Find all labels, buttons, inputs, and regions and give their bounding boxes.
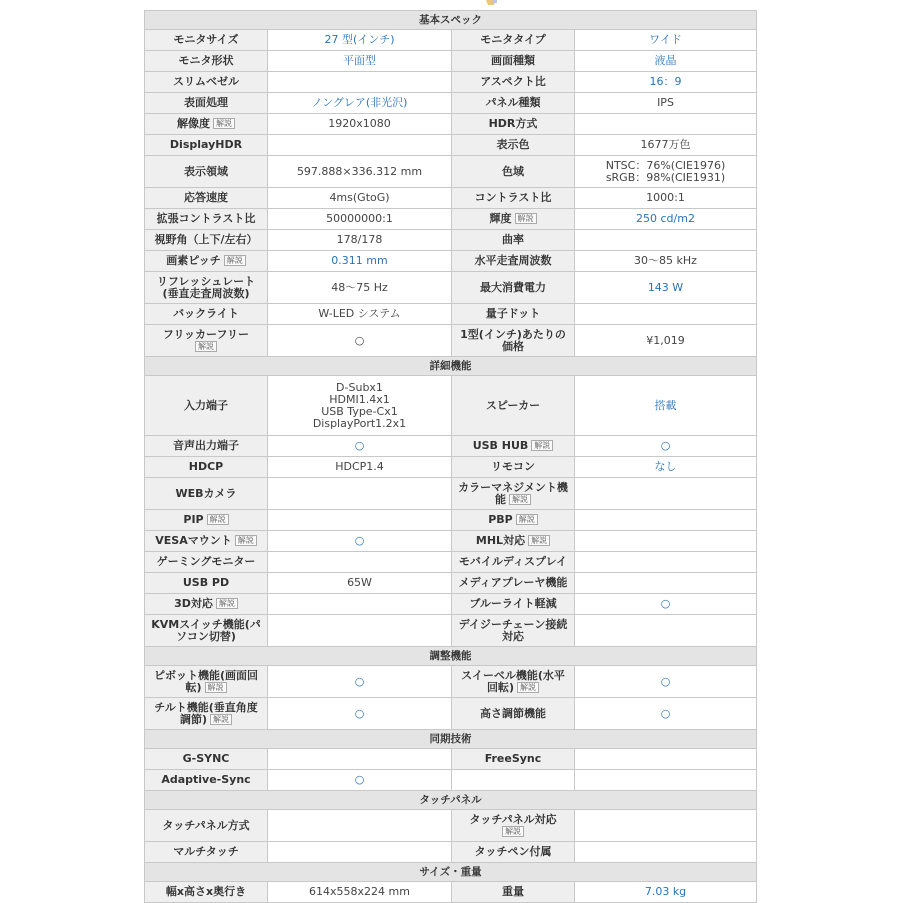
label-touch-method: タッチパネル方式 bbox=[145, 810, 268, 842]
help-button-pip[interactable]: 解説 bbox=[207, 514, 229, 525]
value-mhl bbox=[575, 531, 757, 552]
value-daisy-chain bbox=[575, 615, 757, 647]
section-header-adjustment: 調整機能 bbox=[145, 647, 757, 666]
value-3d bbox=[268, 594, 452, 615]
label-input-ports: 入力端子 bbox=[145, 376, 268, 436]
value-hdr-format bbox=[575, 114, 757, 135]
help-button-usb-hub[interactable]: 解説 bbox=[531, 440, 553, 451]
help-button-flicker-free[interactable]: 解説 bbox=[195, 341, 217, 352]
help-button-brightness[interactable]: 解説 bbox=[515, 213, 537, 224]
empty-cell bbox=[575, 770, 757, 791]
help-button-pbp[interactable]: 解説 bbox=[516, 514, 538, 525]
value-touch-pen bbox=[575, 842, 757, 863]
label-pixel-pitch bbox=[145, 251, 268, 272]
value-gaming-monitor bbox=[268, 552, 452, 573]
label-refresh-rate: リフレッシュレート(垂直走査周波数) bbox=[145, 272, 268, 304]
label-text: フリッカーフリー bbox=[162, 327, 250, 341]
label-g-sync: G-SYNC bbox=[145, 749, 268, 770]
help-button-swivel[interactable]: 解説 bbox=[517, 682, 539, 693]
label-tilt bbox=[145, 698, 268, 730]
label-vesa bbox=[145, 531, 268, 552]
value-height-adjust[interactable]: ○ bbox=[575, 698, 757, 730]
value-swivel[interactable]: ○ bbox=[575, 666, 757, 698]
value-response-time: 4ms(GtoG) bbox=[268, 188, 452, 209]
empty-cell bbox=[452, 770, 575, 791]
label-audio-out: 音声出力端子 bbox=[145, 436, 268, 457]
value-multi-touch bbox=[268, 842, 452, 863]
value-vesa[interactable]: ○ bbox=[268, 531, 452, 552]
label-dimensions: 幅x高さx奥行き bbox=[145, 882, 268, 903]
help-button-pixel-pitch[interactable]: 解説 bbox=[224, 255, 246, 266]
value-touch-method bbox=[268, 810, 452, 842]
label-hdr-format: HDR方式 bbox=[452, 114, 575, 135]
label-surface: 表面処理 bbox=[145, 93, 268, 114]
value-max-power[interactable]: 143 W bbox=[575, 272, 757, 304]
label-text: PIP bbox=[183, 513, 204, 526]
help-button-touch-support[interactable]: 解説 bbox=[502, 826, 524, 837]
value-refresh-rate: 48～75 Hz bbox=[268, 272, 452, 304]
value-webcam bbox=[268, 478, 452, 510]
label-slim-bezel: スリムベゼル bbox=[145, 72, 268, 93]
label-text: USB HUB bbox=[472, 439, 529, 452]
label-display-area: 表示領域 bbox=[145, 156, 268, 188]
value-pixel-pitch[interactable]: 0.311 mm bbox=[268, 251, 452, 272]
help-button-tilt[interactable]: 解説 bbox=[210, 714, 232, 725]
section-header-size-weight: サイズ・重量 bbox=[145, 863, 757, 882]
value-weight[interactable]: 7.03 kg bbox=[575, 882, 757, 903]
label-usb-hub bbox=[452, 436, 575, 457]
value-resolution: 1920x1080 bbox=[268, 114, 452, 135]
help-button-resolution[interactable]: 解説 bbox=[213, 118, 235, 129]
help-button-pivot[interactable]: 解説 bbox=[205, 682, 227, 693]
value-monitor-size[interactable]: 27 型(インチ) bbox=[268, 30, 452, 51]
help-button-3d[interactable]: 解説 bbox=[216, 598, 238, 609]
value-pip bbox=[268, 510, 452, 531]
label-remote: リモコン bbox=[452, 457, 575, 478]
section-header-sync: 同期技術 bbox=[145, 730, 757, 749]
value-viewing-angle: 178/178 bbox=[268, 230, 452, 251]
value-hdcp: HDCP1.4 bbox=[268, 457, 452, 478]
value-panel-type: IPS bbox=[575, 93, 757, 114]
label-displayhdr: DisplayHDR bbox=[145, 135, 268, 156]
label-brightness bbox=[452, 209, 575, 230]
section-header-touch: タッチパネル bbox=[145, 791, 757, 810]
value-adaptive-sync[interactable]: ○ bbox=[268, 770, 452, 791]
label-monitor-type: モニタタイプ bbox=[452, 30, 575, 51]
section-header-basic: 基本スペック bbox=[145, 11, 757, 30]
label-flicker-free bbox=[145, 325, 268, 357]
label-blue-light: ブルーライト軽減 bbox=[452, 594, 575, 615]
value-screen-type[interactable]: 液晶 bbox=[575, 51, 757, 72]
value-audio-out[interactable]: ○ bbox=[268, 436, 452, 457]
label-pip bbox=[145, 510, 268, 531]
label-webcam: WEBカメラ bbox=[145, 478, 268, 510]
label-resolution bbox=[145, 114, 268, 135]
value-kvm bbox=[268, 615, 452, 647]
label-extended-contrast: 拡張コントラスト比 bbox=[145, 209, 268, 230]
label-text: 3D対応 bbox=[174, 597, 213, 610]
value-price-per-inch: ¥1,019 bbox=[575, 325, 757, 357]
label-text: 輝度 bbox=[489, 212, 512, 225]
label-color-management bbox=[452, 478, 575, 510]
label-display-colors: 表示色 bbox=[452, 135, 575, 156]
value-mobile-display bbox=[575, 552, 757, 573]
help-button-color-management[interactable]: 解説 bbox=[509, 494, 531, 505]
value-g-sync bbox=[268, 749, 452, 770]
value-curvature bbox=[575, 230, 757, 251]
label-media-player: メディアプレーヤ機能 bbox=[452, 573, 575, 594]
label-text: タッチパネル対応 bbox=[469, 812, 557, 826]
value-monitor-shape[interactable]: 平面型 bbox=[268, 51, 452, 72]
value-aspect-ratio[interactable]: 16：9 bbox=[575, 72, 757, 93]
value-slim-bezel bbox=[268, 72, 452, 93]
value-dimensions: 614x558x224 mm bbox=[268, 882, 452, 903]
label-text: ピボット機能(画面回転) bbox=[153, 668, 259, 694]
label-text: 解像度 bbox=[177, 117, 210, 130]
value-color-gamut: NTSC：76%(CIE1976) sRGB：98%(CIE1931) bbox=[575, 156, 757, 188]
label-3d bbox=[145, 594, 268, 615]
value-surface[interactable]: ノングレア(非光沢) bbox=[268, 93, 452, 114]
label-backlight: バックライト bbox=[145, 304, 268, 325]
label-mobile-display: モバイルディスプレイ bbox=[452, 552, 575, 573]
label-max-power: 最大消費電力 bbox=[452, 272, 575, 304]
label-multi-touch: マルチタッチ bbox=[145, 842, 268, 863]
label-text: 画素ピッチ bbox=[166, 254, 221, 267]
label-aspect-ratio: アスペクト比 bbox=[452, 72, 575, 93]
value-pivot[interactable]: ○ bbox=[268, 666, 452, 698]
value-freesync bbox=[575, 749, 757, 770]
label-swivel bbox=[452, 666, 575, 698]
value-quantum-dot bbox=[575, 304, 757, 325]
value-displayhdr bbox=[268, 135, 452, 156]
label-gaming-monitor: ゲーミングモニター bbox=[145, 552, 268, 573]
value-touch-support bbox=[575, 810, 757, 842]
value-contrast-ratio: 1000:1 bbox=[575, 188, 757, 209]
value-tilt[interactable]: ○ bbox=[268, 698, 452, 730]
value-speaker[interactable]: 搭載 bbox=[575, 376, 757, 436]
label-color-gamut: 色域 bbox=[452, 156, 575, 188]
label-screen-type: 画面種類 bbox=[452, 51, 575, 72]
label-pbp bbox=[452, 510, 575, 531]
help-button-mhl[interactable]: 解説 bbox=[528, 535, 550, 546]
label-text: スイーベル機能(水平回転) bbox=[461, 668, 565, 694]
spec-table bbox=[144, 10, 757, 903]
value-pbp bbox=[575, 510, 757, 531]
value-usb-hub[interactable]: ○ bbox=[575, 436, 757, 457]
value-extended-contrast: 50000000:1 bbox=[268, 209, 452, 230]
label-price-per-inch: 1型(インチ)あたりの価格 bbox=[452, 325, 575, 357]
value-display-colors: 1677万色 bbox=[575, 135, 757, 156]
label-text: MHL対応 bbox=[475, 534, 526, 547]
value-blue-light[interactable]: ○ bbox=[575, 594, 757, 615]
value-backlight: W-LED システム bbox=[268, 304, 452, 325]
value-remote[interactable]: なし bbox=[575, 457, 757, 478]
label-kvm: KVMスイッチ機能(パソコン切替) bbox=[145, 615, 268, 647]
label-response-time: 応答速度 bbox=[145, 188, 268, 209]
label-pivot bbox=[145, 666, 268, 698]
value-input-ports: D-Subx1 HDMI1.4x1 USB Type-Cx1 DisplayPort1.2x1 bbox=[268, 376, 452, 436]
label-mhl bbox=[452, 531, 575, 552]
corner-decoration-icon bbox=[484, 0, 498, 6]
help-button-vesa[interactable]: 解説 bbox=[235, 535, 257, 546]
section-header-details: 詳細機能 bbox=[145, 357, 757, 376]
label-monitor-shape: モニタ形状 bbox=[145, 51, 268, 72]
label-height-adjust: 高さ調節機能 bbox=[452, 698, 575, 730]
label-adaptive-sync: Adaptive-Sync bbox=[145, 770, 268, 791]
label-touch-pen: タッチペン付属 bbox=[452, 842, 575, 863]
value-monitor-type[interactable]: ワイド bbox=[575, 30, 757, 51]
label-monitor-size: モニタサイズ bbox=[145, 30, 268, 51]
label-weight: 重量 bbox=[452, 882, 575, 903]
label-curvature: 曲率 bbox=[452, 230, 575, 251]
value-media-player bbox=[575, 573, 757, 594]
label-viewing-angle: 視野角（上下/左右） bbox=[145, 230, 268, 251]
label-contrast-ratio: コントラスト比 bbox=[452, 188, 575, 209]
value-flicker-free: ○ bbox=[268, 325, 452, 357]
value-display-area: 597.888×336.312 mm bbox=[268, 156, 452, 188]
label-text: VESAマウント bbox=[155, 534, 232, 547]
label-freesync: FreeSync bbox=[452, 749, 575, 770]
label-panel-type: パネル種類 bbox=[452, 93, 575, 114]
label-speaker: スピーカー bbox=[452, 376, 575, 436]
label-quantum-dot: 量子ドット bbox=[452, 304, 575, 325]
label-text: チルト機能(垂直角度調節) bbox=[154, 700, 258, 726]
label-usb-pd: USB PD bbox=[145, 573, 268, 594]
value-brightness[interactable]: 250 cd/m2 bbox=[575, 209, 757, 230]
label-text: カラーマネジメント機能 bbox=[458, 480, 568, 506]
label-daisy-chain: デイジーチェーン接続対応 bbox=[452, 615, 575, 647]
value-color-management bbox=[575, 478, 757, 510]
value-usb-pd: 65W bbox=[268, 573, 452, 594]
value-horizontal-scan: 30～85 kHz bbox=[575, 251, 757, 272]
label-text: PBP bbox=[488, 513, 513, 526]
label-touch-support bbox=[452, 810, 575, 842]
label-hdcp: HDCP bbox=[145, 457, 268, 478]
label-horizontal-scan: 水平走査周波数 bbox=[452, 251, 575, 272]
